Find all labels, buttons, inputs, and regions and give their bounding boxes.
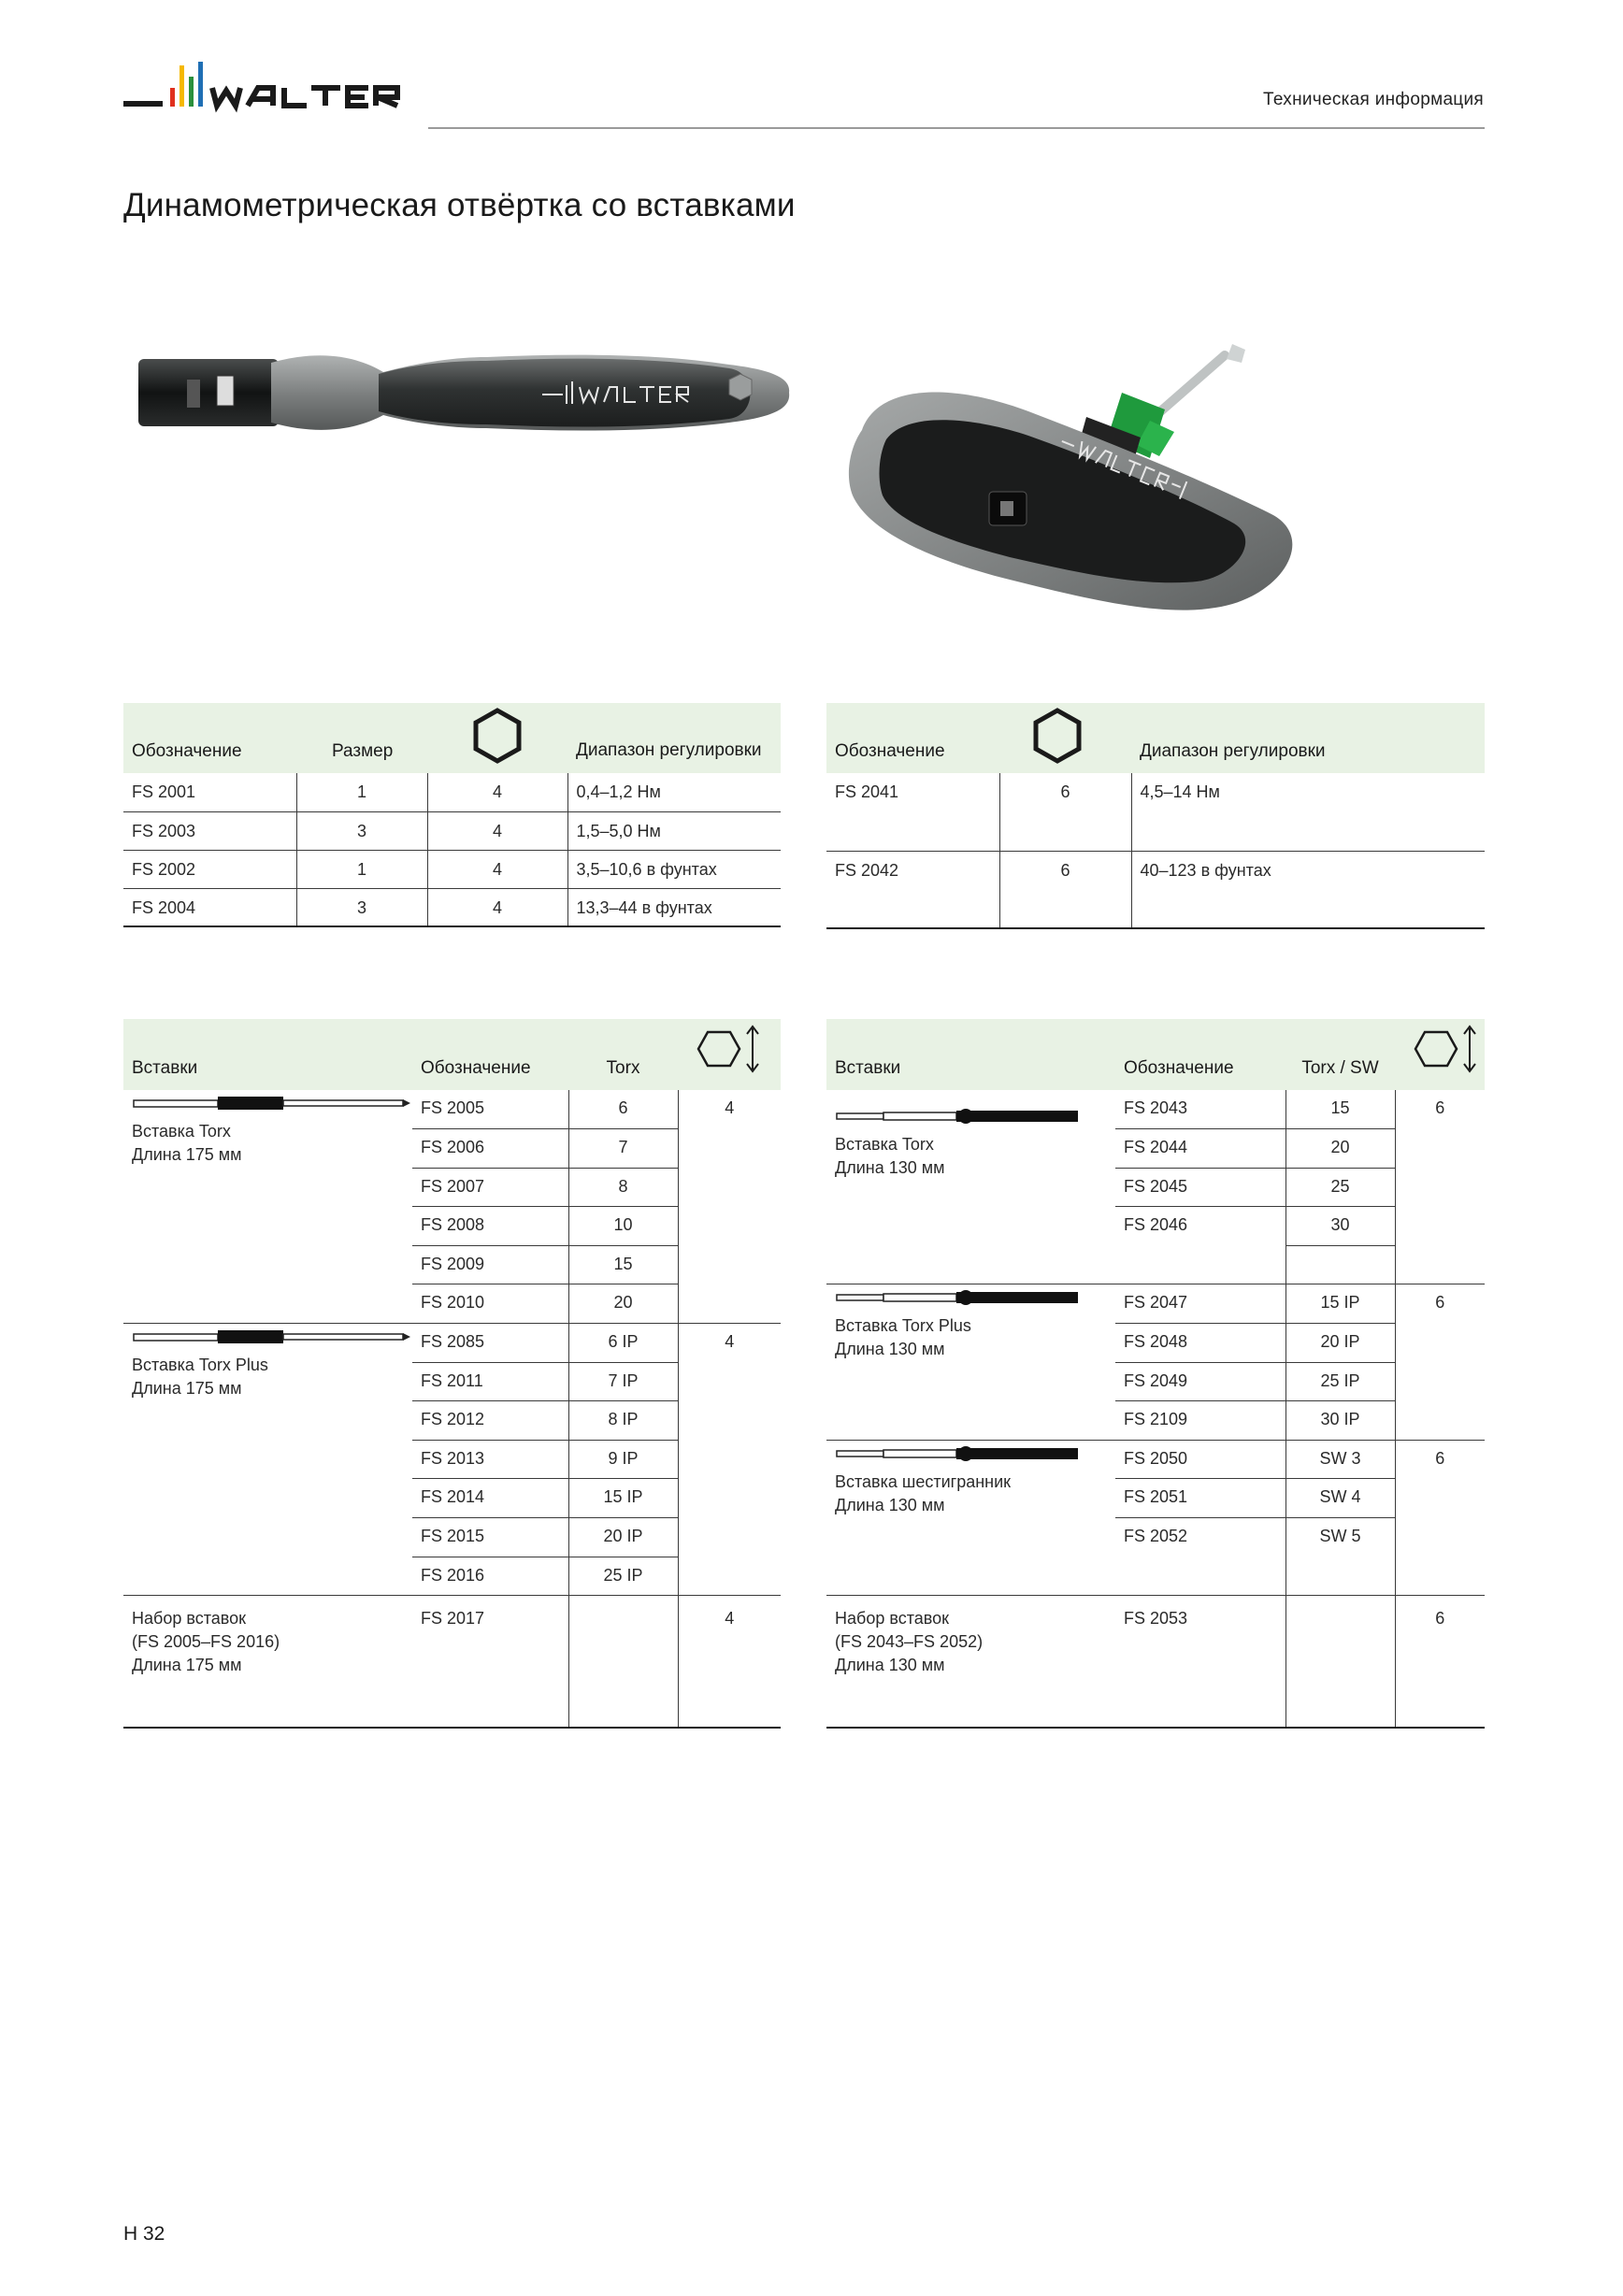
- cell: 30 IP: [1285, 1401, 1395, 1441]
- cell: FS 2003: [123, 811, 296, 850]
- driver-table-right: [826, 703, 1485, 929]
- cell: FS 2004: [123, 888, 296, 926]
- insert-length: Длина 175 мм: [132, 1145, 242, 1164]
- column-header: Диапазон регулировки: [567, 703, 781, 773]
- table-row: [826, 1090, 1485, 1129]
- cell: 20 IP: [1285, 1324, 1395, 1363]
- cell: FS 2007: [412, 1168, 568, 1207]
- cell: 6: [1395, 1284, 1485, 1440]
- table-row: [826, 851, 1485, 928]
- cell: 6: [568, 1090, 678, 1129]
- table-row: [826, 773, 1485, 851]
- cell: FS 2001: [132, 782, 196, 801]
- cell: 4: [427, 811, 567, 850]
- cell: FS 2012: [412, 1401, 568, 1441]
- insert-torx-plus-130: [826, 1284, 1115, 1440]
- column-header: Размер: [296, 703, 427, 773]
- insert-set-130: [826, 1596, 1115, 1728]
- cell: FS 2011: [412, 1362, 568, 1401]
- column-header: Torx: [568, 1019, 678, 1090]
- cell: FS 2015: [412, 1518, 568, 1557]
- header-divider: [428, 127, 1485, 129]
- cell: SW 3: [1285, 1440, 1395, 1479]
- column-header: Обозначение: [412, 1019, 568, 1090]
- table-row: [826, 1284, 1485, 1324]
- column-header: Torx / SW: [1285, 1019, 1395, 1090]
- cell: FS 2045: [1115, 1168, 1285, 1207]
- cell: FS 2008: [412, 1207, 568, 1246]
- insert-hex-130: [826, 1440, 1115, 1595]
- cell: FS 2013: [412, 1440, 568, 1479]
- insert-length: Длина 130 мм: [835, 1656, 945, 1675]
- torx-plus-bit-illustration: [132, 1327, 412, 1346]
- insert-label: Набор вставок: [132, 1609, 247, 1629]
- cell: 6: [1395, 1596, 1485, 1728]
- cell: 6: [1395, 1090, 1485, 1284]
- cell: 1: [296, 850, 427, 888]
- cell: 6: [999, 773, 1131, 851]
- cell: 6: [1395, 1440, 1485, 1595]
- cell: 4: [678, 1596, 781, 1728]
- cell: FS 2010: [412, 1284, 568, 1324]
- cell: 7: [568, 1129, 678, 1169]
- cell: 15 IP: [568, 1479, 678, 1518]
- cell: FS 2005: [421, 1098, 485, 1117]
- table-row: [123, 1324, 781, 1363]
- cell: FS 2009: [412, 1245, 568, 1284]
- cell: FS 2014: [412, 1479, 568, 1518]
- page-number: H 32: [123, 2223, 165, 2245]
- cell: 3: [296, 811, 427, 850]
- cell: FS 2049: [1115, 1362, 1285, 1401]
- table-row: [123, 773, 781, 811]
- insert-length: Длина 175 мм: [132, 1656, 242, 1675]
- cell: 4: [427, 773, 567, 811]
- section-title: Техническая информация: [1262, 90, 1484, 109]
- cell: 40–123 в фунтах: [1131, 851, 1485, 928]
- cell: 15: [568, 1245, 678, 1284]
- insert-set-175: [123, 1596, 412, 1728]
- cell: [1115, 1557, 1285, 1596]
- insert-label: Вставка Torx Plus: [132, 1356, 268, 1375]
- cell: SW 5: [1285, 1518, 1395, 1557]
- cell: 25: [1285, 1168, 1395, 1207]
- insert-label: Вставка шестигранник: [835, 1471, 1012, 1491]
- cell: 4: [427, 850, 567, 888]
- insert-label: Вставка Torx Plus: [835, 1316, 971, 1336]
- cell: FS 2006: [412, 1129, 568, 1169]
- hex-bit-illustration: [835, 1444, 1115, 1463]
- cell: FS 2016: [412, 1557, 568, 1596]
- cell: FS 2047: [1115, 1284, 1285, 1324]
- cell: 1: [296, 773, 427, 811]
- cell: FS 2048: [1115, 1324, 1285, 1363]
- cell: 8 IP: [568, 1401, 678, 1441]
- cell: [568, 1596, 678, 1728]
- cell: [1285, 1245, 1395, 1284]
- cell: 20: [568, 1284, 678, 1324]
- cell: FS 2085: [412, 1324, 568, 1363]
- table-row: [826, 1440, 1485, 1479]
- cell: FS 2044: [1115, 1129, 1285, 1169]
- cell: 7 IP: [568, 1362, 678, 1401]
- insert-length: Длина 130 мм: [835, 1495, 945, 1514]
- insert-torx-130: [826, 1090, 1115, 1284]
- cell: 3: [296, 888, 427, 926]
- cell: 4,5–14 Нм: [1131, 773, 1485, 851]
- cell: FS 2109: [1115, 1401, 1285, 1441]
- cell: 25 IP: [1285, 1362, 1395, 1401]
- cell: 20: [1285, 1129, 1395, 1169]
- column-header: Вставки: [826, 1019, 1115, 1090]
- cell: 13,3–44 в фунтах: [567, 888, 781, 926]
- cell: 25 IP: [568, 1557, 678, 1596]
- insert-length: Длина 130 мм: [835, 1340, 945, 1359]
- column-header: Обозначение: [123, 703, 296, 773]
- hexagon-icon: [427, 703, 567, 773]
- cell: FS 2052: [1115, 1518, 1285, 1557]
- torx-bit-illustration: [132, 1094, 412, 1112]
- insert-label: Набор вставок: [835, 1609, 950, 1629]
- insert-range: (FS 2043–FS 2052): [835, 1632, 984, 1652]
- cell: 0,4–1,2 Нм: [567, 773, 781, 811]
- hexagon-icon: [999, 703, 1131, 773]
- page-title: Динамометрическая отвёртка со вставками: [123, 187, 796, 223]
- cell: 4: [678, 1324, 781, 1596]
- inserts-table-left: [123, 1019, 781, 1729]
- hexagon-arrows-icon: [1395, 1019, 1485, 1090]
- cell: FS 2017: [412, 1596, 568, 1728]
- inserts-table-right: [826, 1019, 1485, 1729]
- cell: 15 IP: [1285, 1284, 1395, 1324]
- cell: 10: [568, 1207, 678, 1246]
- cell: 8: [568, 1168, 678, 1207]
- cell: 4: [678, 1090, 781, 1324]
- cell: FS 2002: [123, 850, 296, 888]
- insert-label: Вставка Torx: [132, 1122, 231, 1141]
- torque-screwdriver-photo: [131, 337, 795, 449]
- insert-torx-175: [123, 1090, 412, 1324]
- cell: 6: [999, 851, 1131, 928]
- insert-torx-plus-175: [123, 1324, 412, 1596]
- column-header: Вставки: [123, 1019, 412, 1090]
- table-row: [123, 811, 781, 850]
- cell: 30: [1285, 1207, 1395, 1246]
- column-header: Обозначение: [1115, 1019, 1285, 1090]
- cell: FS 2050: [1115, 1440, 1285, 1479]
- column-header: Обозначение: [826, 703, 999, 773]
- t-handle-screwdriver-photo: [841, 327, 1365, 626]
- cell: SW 4: [1285, 1479, 1395, 1518]
- table-row: [123, 888, 781, 926]
- cell: 20 IP: [568, 1518, 678, 1557]
- cell: 3,5–10,6 в фунтах: [567, 850, 781, 888]
- insert-length: Длина 175 мм: [132, 1379, 242, 1399]
- cell: 9 IP: [568, 1440, 678, 1479]
- cell: FS 2043: [1124, 1098, 1188, 1117]
- torx-bit-illustration: [835, 1107, 1115, 1126]
- cell: FS 2041: [835, 782, 899, 801]
- cell: 6 IP: [568, 1324, 678, 1363]
- table-row: [123, 1090, 781, 1129]
- cell: FS 2053: [1115, 1596, 1285, 1728]
- driver-table-left: [123, 703, 781, 927]
- insert-label: Вставка Torx: [835, 1135, 934, 1154]
- cell: 1,5–5,0 Нм: [567, 811, 781, 850]
- walter-logo: [123, 60, 404, 116]
- table-row: [123, 850, 781, 888]
- cell: 4: [427, 888, 567, 926]
- cell: [1115, 1245, 1285, 1284]
- cell: FS 2051: [1115, 1479, 1285, 1518]
- torx-plus-bit-illustration: [835, 1288, 1115, 1307]
- cell: [1285, 1596, 1395, 1728]
- cell: 15: [1285, 1090, 1395, 1129]
- table-row: [123, 1596, 781, 1728]
- insert-range: (FS 2005–FS 2016): [132, 1632, 280, 1652]
- insert-length: Длина 130 мм: [835, 1158, 945, 1177]
- cell: FS 2042: [826, 851, 999, 928]
- column-header: Диапазон регулировки: [1131, 703, 1485, 773]
- hexagon-arrows-icon: [678, 1019, 781, 1090]
- cell: FS 2046: [1115, 1207, 1285, 1246]
- cell: [1285, 1557, 1395, 1596]
- table-row: [826, 1596, 1485, 1728]
